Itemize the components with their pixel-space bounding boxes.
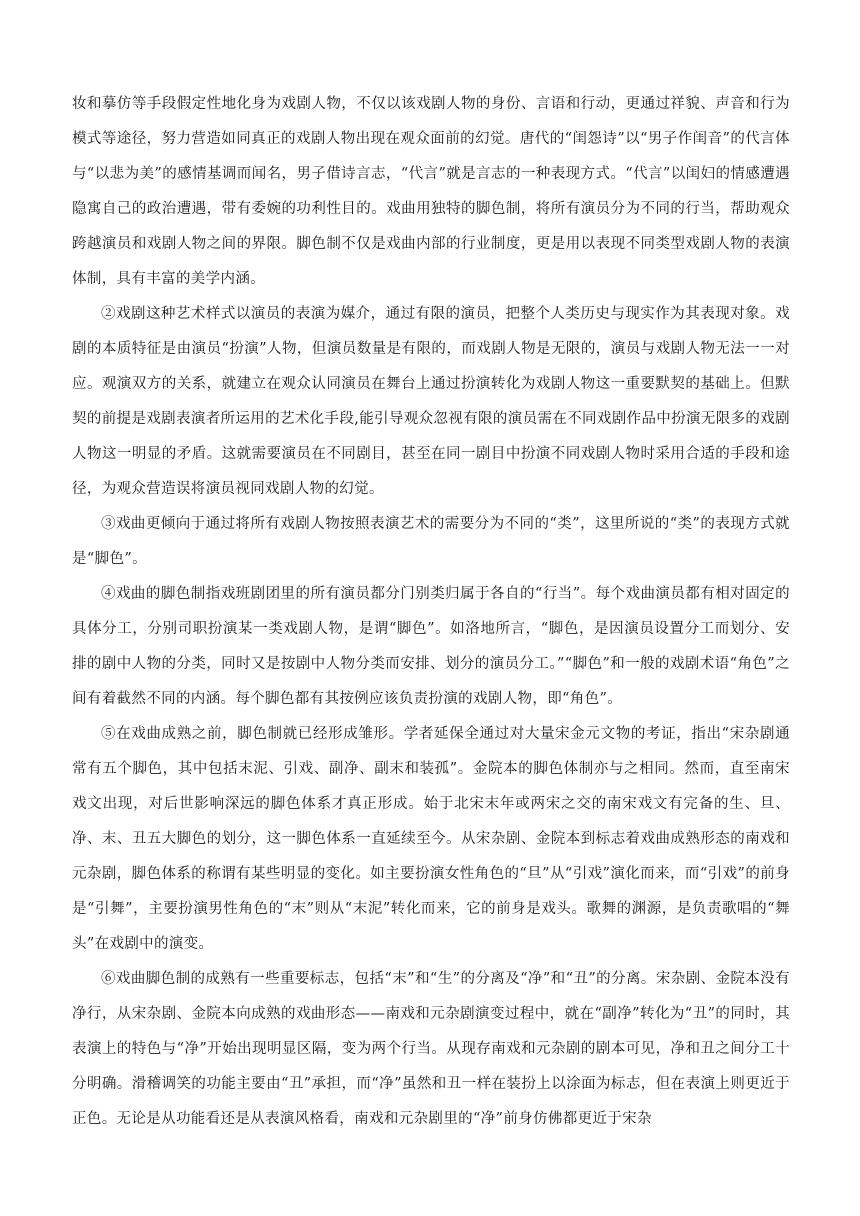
paragraph-4: ④戏曲的脚色制指戏班剧团里的所有演员都分门别类归属于各自的“行当”。每个戏曲演员都有相对固定的具体分工，分别司职扮演某一类戏剧人物，是谓“脚色”。如洛地所言，“脚色，是因演员设置分工而划分、安排的剧中人物的分类，同时又是按剧中人物分类而安排、划分的演员分工。”“脚色”和一般的戏剧术语“角色”之间有着截然不同的内涵。每个脚色都有其按例应该负责扮演的戏剧人物，即“角色”。 (72, 586, 790, 707)
paragraph-3: ③戏曲更倾向于通过将所有戏剧人物按照表演艺术的需要分为不同的“类”，这里所说的“类”的表现方式就是“脚色”。 (72, 516, 790, 567)
paragraph-6: ⑥戏曲脚色制的成熟有一些重要标志，包括“末”和“生”的分离及“净”和“丑”的分离。宋杂剧、金院本没有净行，从宋杂剧、金院本向成熟的戏曲形态——南戏和元杂剧演变过程中，就在“副净”转化为“丑”的同时，其表演上的特色与“净”开始出现明显区隔，变为两个行当。从现存南戏和元杂剧的剧本可见，净和丑之间分工十分明确。滑稽调笑的功能主要由“丑”承担，而“净”虽然和丑一样在装扮上以涂面为标志，但在表演上则更近于正色。无论是从功能看还是从表演风格看，南戏和元杂剧里的“净”前身仿佛都更近于宋杂 (72, 971, 790, 1127)
paragraph-5: ⑤在戏曲成熟之前，脚色制就已经形成雏形。学者延保全通过对大量宋金元文物的考证，指出“宋杂剧通常有五个脚色，其中包括末泥、引戏、副净、副末和装孤”。金院本的脚色体制亦与之相同。然而，直至南宋戏文出现，对后世影响深远的脚色体系才真正形成。始于北宋末年或两宋之交的南宋戏文有完备的生、旦、净、末、丑五大脚色的划分，这一脚色体系一直延续至今。从宋杂剧、金院本到标志着戏曲成熟形态的南戏和元杂剧，脚色体系的称谓有某些明显的变化。如主要扮演女性角色的“旦”从“引戏”演化而来，而“引戏”的前身是“引舞”，主要扮演男性角色的“末”则从“末泥”转化而来，它的前身是戏头。歌舞的渊源，是负责歌唱的“舞头”在戏剧中的演变。 (72, 726, 790, 952)
paragraph-continued: 妆和摹仿等手段假定性地化身为戏剧人物，不仅以该戏剧人物的身份、言语和行动，更通过祥貌、声音和行为模式等途径，努力营造如同真正的戏剧人物出现在观众面前的幻觉。唐代的“闺怨诗”以“男子作闺音”的代言体与“以悲为美”的感情基调而闻名，男子借诗言志，“代言”就是言志的一种表现方式。“代言”以闺妇的情感遭遇隐寓自己的政治遭遇，带有委婉的功利性目的。戏曲用独特的脚色制，将所有演员分为不同的行当，帮助观众跨越演员和戏剧人物之间的界限。脚色制不仅是戏曲内部的行业制度，更是用以表现不同类型戏剧人物的表演体制，具有丰富的美学内涵。 (72, 96, 790, 287)
document-body (72, 87, 790, 1137)
paragraph-2: ②戏剧这种艺术样式以演员的表演为媒介，通过有限的演员，把整个人类历史与现实作为其表现对象。戏剧的本质特征是由演员“扮演”人物，但演员数量是有限的，而戏剧人物是无限的，演员与戏剧人物无法一一对应。观演双方的关系，就建立在观众认同演员在舞台上通过扮演转化为戏剧人物这一重要默契的基础上。但默契的前提是戏剧表演者所运用的艺术化手段,能引导观众忽视有限的演员需在不同戏剧作品中扮演无限多的戏剧人物这一明显的矛盾。这就需要演员在不同剧目，甚至在同一剧目中扮演不同戏剧人物时采用合适的手段和途径，为观众营造误将演员视同戏剧人物的幻觉。 (72, 306, 790, 497)
